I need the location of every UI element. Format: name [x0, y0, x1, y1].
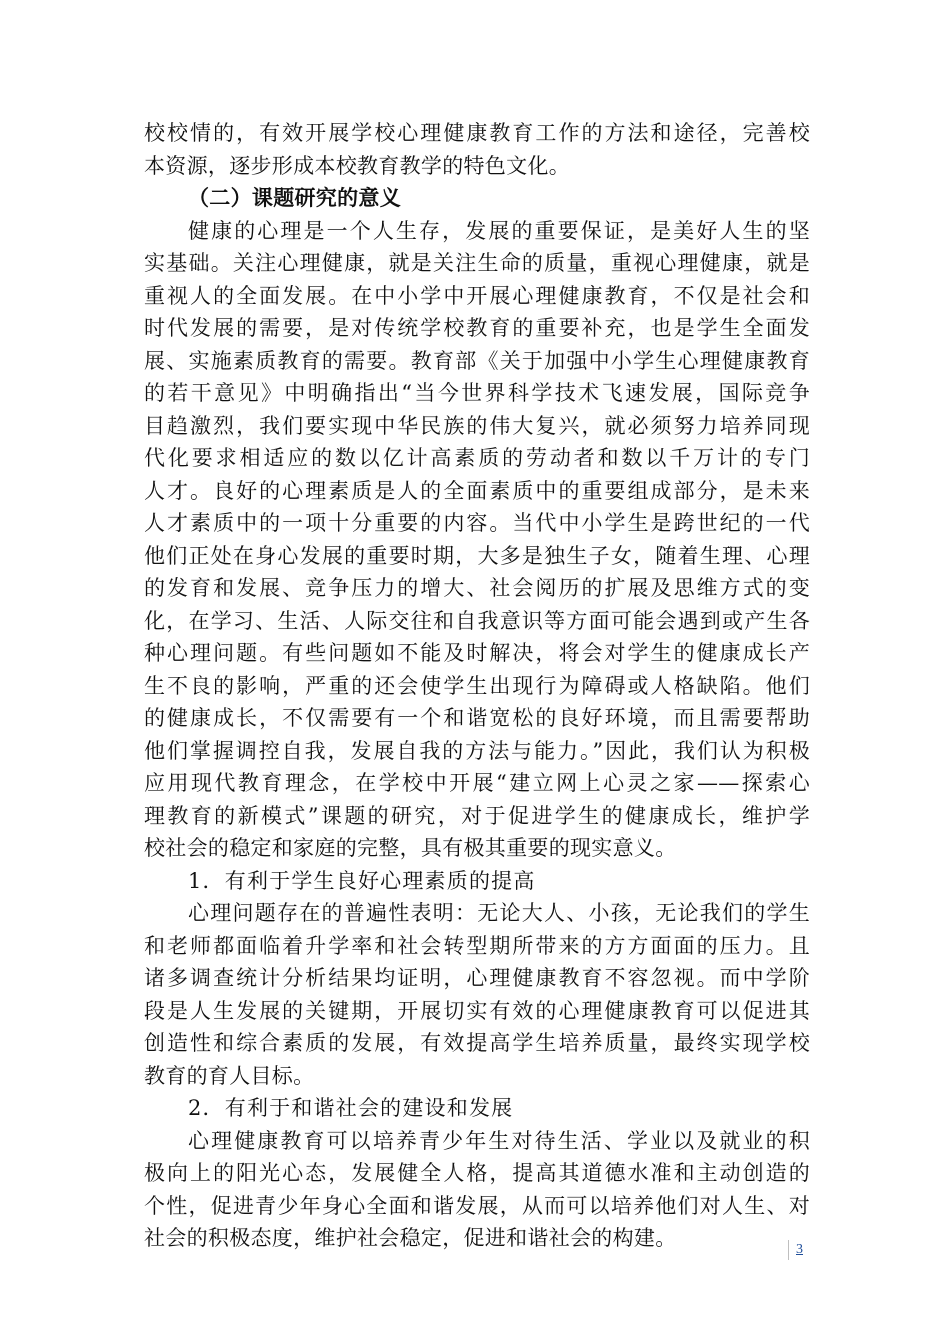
body-line: 心理健康教育可以培养青少年生对待生活、学业以及就业的积	[188, 1128, 810, 1153]
body-line: 诸多调查统计分析结果均证明，心理健康教育不容忽视。而中学阶	[144, 966, 810, 990]
body-line: 代化要求相适应的数以亿计高素质的劳动者和数以千万计的专门	[144, 446, 810, 470]
body-line: 校社会的稳定和家庭的完整，具有极其重要的现实意义。	[144, 836, 677, 860]
body-line: 教育的育人目标。	[144, 1063, 315, 1088]
body-line: 健康的心理是一个人生存，发展的重要保证，是美好人生的坚	[188, 218, 810, 243]
body-line: 他们掌握调控自我，发展自我的方法与能力。”因此，我们认为积极	[144, 738, 810, 763]
body-line: 重视人的全面发展。在中小学中开展心理健康教育，不仅是社会和	[144, 283, 810, 308]
body-line: 他们正处在身心发展的重要时期，大多是独生子女，随着生理、心理	[144, 543, 810, 568]
body-line: 的若干意见》中明确指出“当今世界科学技术飞速发展，国际竞争	[144, 381, 810, 405]
body-line: 时代发展的需要，是对传统学校教育的重要补充，也是学生全面发	[144, 316, 810, 340]
body-line: 创造性和综合素质的发展，有效提高学生培养质量，最终实现学校	[144, 1031, 810, 1055]
body-line: 人才。良好的心理素质是人的全面素质中的重要组成部分，是未来	[144, 478, 810, 503]
body-line: 的健康成长，不仅需要有一个和谐宽松的良好环境，而且需要帮助	[144, 706, 810, 730]
body-line: 理教育的新模式”课题的研究，对于促进学生的健康成长，维护学	[144, 803, 810, 828]
body-line: 个性，促进青少年身心全面和谐发展，从而可以培养他们对人生、对	[144, 1193, 810, 1218]
document-body	[144, 117, 810, 1255]
body-line: 心理问题存在的普遍性表明：无论大人、小孩，无论我们的学生	[188, 901, 810, 925]
body-line: 本资源，逐步形成本校教育教学的特色文化。	[144, 153, 570, 178]
body-line: 实基础。关注心理健康，就是关注生命的质量，重视心理健康，就是	[144, 251, 810, 275]
body-line: 展、实施素质教育的需要。教育部《关于加强中小学生心理健康教育	[144, 348, 810, 373]
body-line: 化，在学习、生活、人际交往和自我意识等方面可能会遇到或产生各	[144, 608, 810, 633]
subsection-heading: 1．有利于学生良好心理素质的提高	[188, 868, 536, 893]
body-line: 应用现代教育理念，在学校中开展“建立网上心灵之家——探索心	[144, 771, 810, 795]
body-line: 生不良的影响，严重的还会使学生出现行为障碍或人格缺陷。他们	[144, 673, 810, 698]
subsection-heading: 2．有利于和谐社会的建设和发展	[188, 1096, 514, 1120]
body-line: 种心理问题。有些问题如不能及时解决，将会对学生的健康成长产	[144, 641, 810, 665]
body-line: 校校情的，有效开展学校心理健康教育工作的方法和途径，完善校	[144, 121, 810, 145]
body-line: 目趋激烈，我们要实现中华民族的伟大复兴，就必须努力培养同现	[144, 413, 810, 438]
body-line: 段是人生发展的关键期，开展切实有效的心理健康教育可以促进其	[144, 998, 810, 1023]
body-line: 社会的积极态度，维护社会稳定，促进和谐社会的构建。	[144, 1226, 677, 1250]
body-line: 极向上的阳光心态，发展健全人格，提高其道德水准和主动创造的	[144, 1161, 810, 1185]
page-footer	[788, 1240, 803, 1260]
body-line: 人才素质中的一项十分重要的内容。当代中小学生是跨世纪的一代	[144, 511, 810, 535]
page-number-link[interactable]: 3	[796, 1242, 803, 1257]
body-line: 和老师都面临着升学率和社会转型期所带来的方方面面的压力。且	[144, 933, 810, 958]
footer-separator	[788, 1240, 789, 1260]
body-line: 的发育和发展、竞争压力的增大、社会阅历的扩展及思维方式的变	[144, 576, 810, 600]
section-heading: （二）课题研究的意义	[188, 185, 401, 210]
